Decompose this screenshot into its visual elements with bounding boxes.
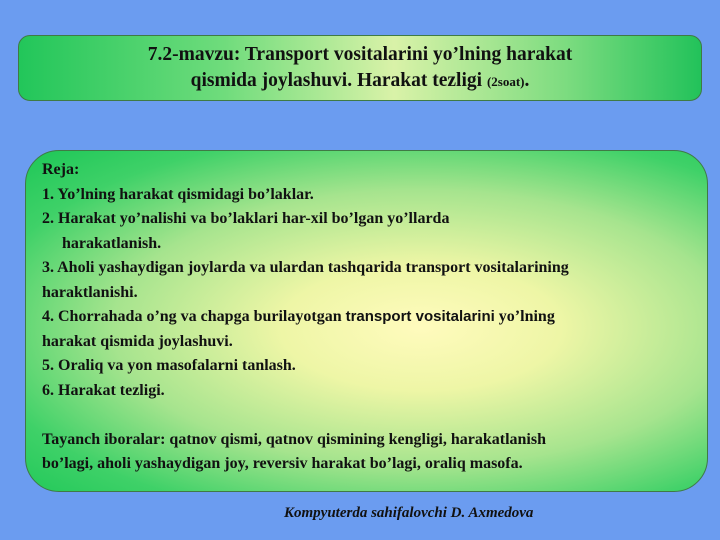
content-text <box>42 158 717 477</box>
plan-item-4-part2: transport vositalarini <box>345 308 495 325</box>
title-line-2 <box>19 68 701 95</box>
slide-title <box>18 35 702 101</box>
spacer <box>42 403 717 428</box>
title-line-1: 7.2-mavzu: Transport vositalarini yo’lning harakat <box>147 44 573 65</box>
keywords-line-1: Tayanch iboralar: qatnov qismi, qatnov qismining kengligi, harakatlanish <box>42 430 546 448</box>
plan-item-1: 1. Yo’lning harakat qismidagi bo’laklar. <box>42 185 314 203</box>
plan-item-6: 6. Harakat tezligi. <box>42 381 165 399</box>
keywords-line-2: bo’lagi, aholi yashaydigan joy, reversiv harakat bo’lagi, oraliq masofa. <box>42 455 523 472</box>
plan-item-4-part1: 4. Chorrahada o’ng va chapga burilayotgan <box>42 308 346 325</box>
author-credit: Kompyuterda sahifalovchi D. Axmedova <box>284 505 534 521</box>
plan-item-4 <box>42 305 717 330</box>
plan-item-3: 3. Aholi yashaydigan joylarda va ulardan tashqarida transport vositalarining <box>42 259 569 276</box>
plan-item-4-part3: yo’lning <box>494 308 555 325</box>
title-hours: (2soat) <box>486 74 525 89</box>
plan-heading: Reja: <box>42 161 80 178</box>
plan-item-2-cont: harakatlanish. <box>62 234 162 252</box>
plan-item-4-cont: harakat qismida joylashuvi. <box>42 332 233 350</box>
plan-item-3-cont: haraktlanishi. <box>42 283 138 301</box>
plan-item-5: 5. Oraliq va yon masofalarni tanlash. <box>42 357 296 374</box>
plan-item-2: 2. Harakat yo’nalishi va bo’laklari har-xil bo’lgan yo’llarda <box>42 210 450 227</box>
title-line-2-end: . <box>524 70 530 91</box>
title-line-2-main: qismida joylashuvi. Harakat tezligi <box>190 70 487 91</box>
